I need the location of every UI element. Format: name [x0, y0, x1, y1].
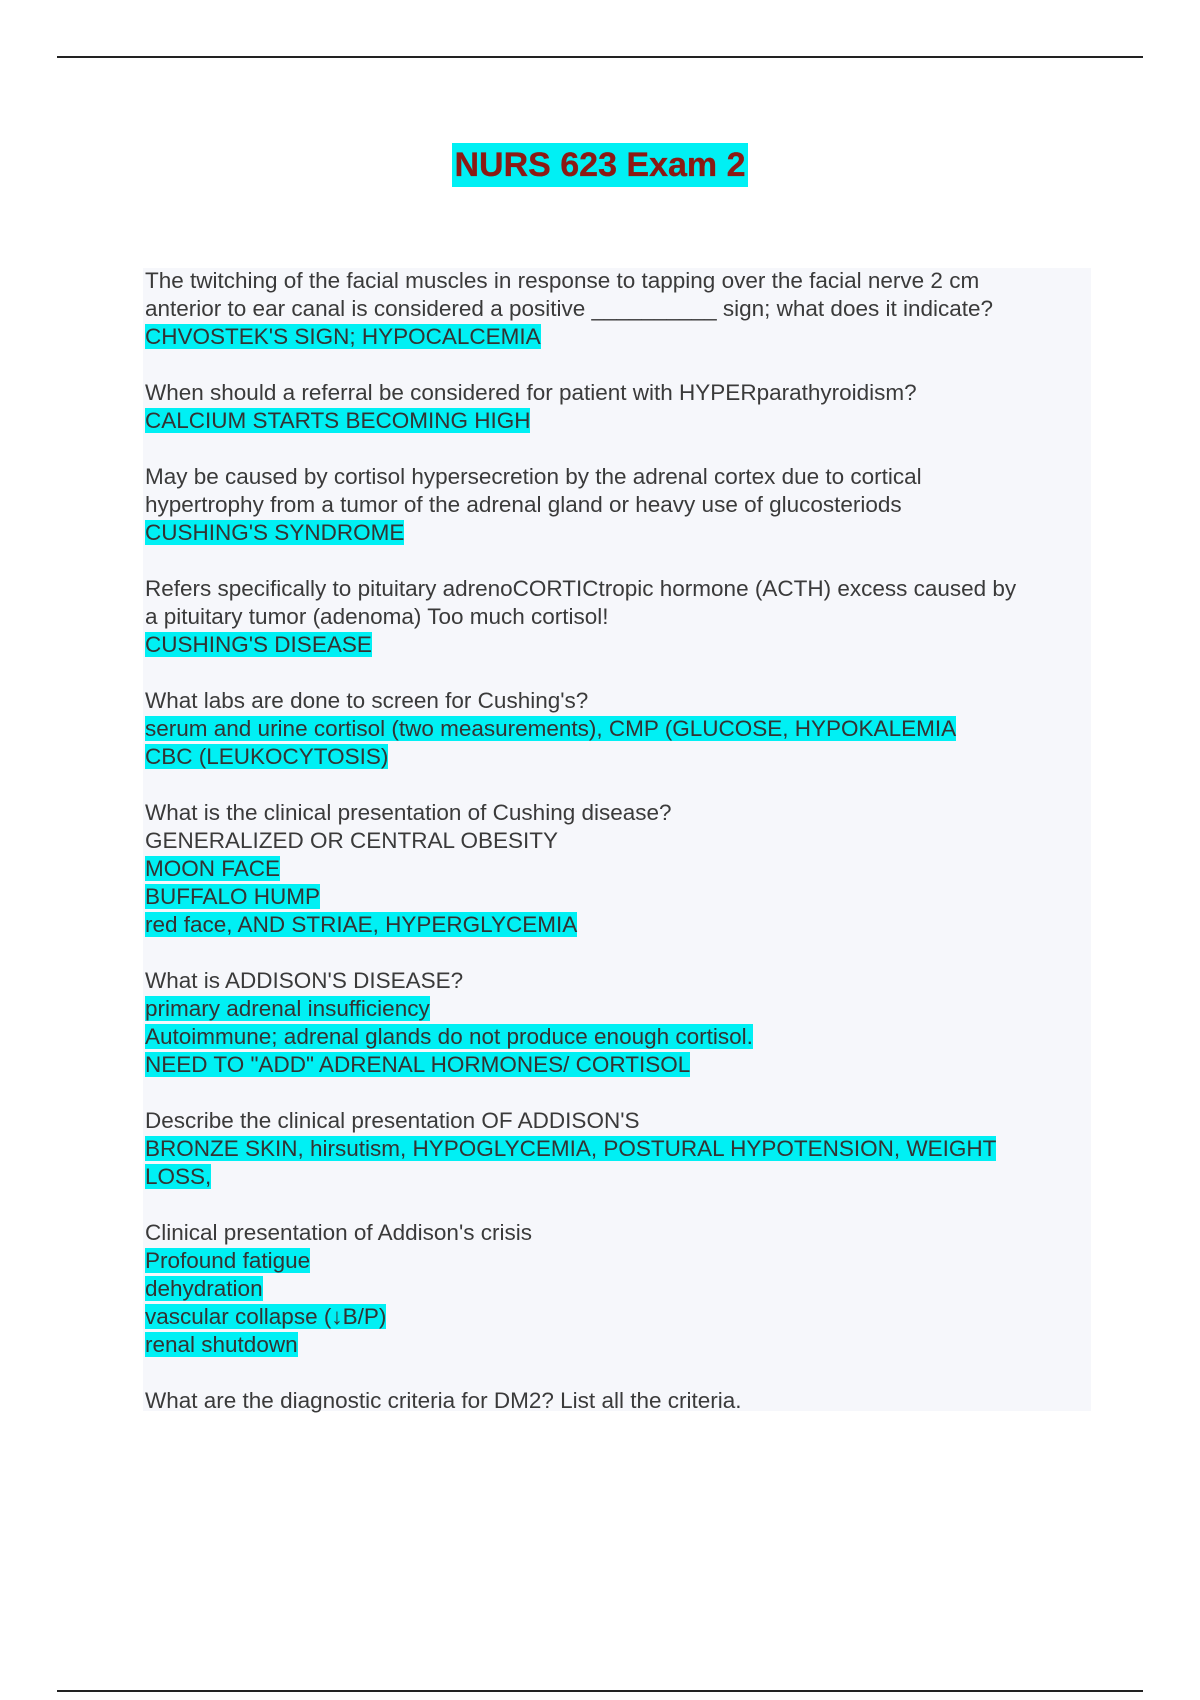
- highlighted-answer: Profound fatigue: [145, 1248, 311, 1273]
- highlighted-answer: dehydration: [145, 1276, 263, 1301]
- answer-line: [145, 911, 1090, 939]
- qa-list: [145, 267, 1090, 1443]
- highlighted-answer: primary adrenal insufficiency: [145, 996, 430, 1021]
- answer-line: [145, 407, 1090, 435]
- highlighted-answer: vascular collapse (↓B/P): [145, 1304, 387, 1329]
- highlighted-answer: CHVOSTEK'S SIGN; HYPOCALCEMIA: [145, 324, 541, 349]
- qa-item: [145, 967, 1090, 1079]
- highlighted-answer: LOSS,: [145, 1164, 212, 1189]
- qa-item: [145, 575, 1090, 659]
- answer-line: [145, 519, 1090, 547]
- qa-item: [145, 1219, 1090, 1359]
- highlighted-answer: CALCIUM STARTS BECOMING HIGH: [145, 408, 531, 433]
- answer-line: [145, 1163, 1090, 1191]
- qa-item: [145, 1387, 1090, 1415]
- question-line: What are the diagnostic criteria for DM2? List all the criteria.: [145, 1388, 742, 1413]
- question-line: Refers specifically to pituitary adrenoCORTICtropic hormone (ACTH) excess caused by: [145, 576, 1017, 601]
- highlighted-answer: Autoimmune; adrenal glands do not produce enough cortisol.: [145, 1024, 753, 1049]
- highlighted-answer: BUFFALO HUMP: [145, 884, 321, 909]
- question-line: Describe the clinical presentation OF ADDISON'S: [145, 1108, 640, 1133]
- answer-line: [145, 1303, 1090, 1331]
- answer-line: [145, 1331, 1090, 1359]
- highlighted-answer: serum and urine cortisol (two measurements), CMP (GLUCOSE, HYPOKALEMIA: [145, 716, 957, 741]
- answer-line: [145, 1247, 1090, 1275]
- question-line: Clinical presentation of Addison's crisis: [145, 1220, 532, 1245]
- highlighted-answer: CBC (LEUKOCYTOSIS): [145, 744, 389, 769]
- question-line: What is ADDISON'S DISEASE?: [145, 968, 464, 993]
- question-line: a pituitary tumor (adenoma) Too much cortisol!: [145, 604, 609, 629]
- answer-line: [145, 995, 1090, 1023]
- qa-item: [145, 1107, 1090, 1191]
- answer-line: [145, 855, 1090, 883]
- highlighted-answer: CUSHING'S SYNDROME: [145, 520, 405, 545]
- question-line: What is the clinical presentation of Cushing disease?: [145, 800, 672, 825]
- qa-item: [145, 267, 1090, 351]
- top-rule: [57, 56, 1143, 58]
- highlighted-answer: CUSHING'S DISEASE: [145, 632, 372, 657]
- highlighted-answer: NEED TO "ADD" ADRENAL HORMONES/ CORTISOL: [145, 1052, 691, 1077]
- highlighted-answer: renal shutdown: [145, 1332, 298, 1357]
- answer-line: [145, 323, 1090, 351]
- highlighted-answer: BRONZE SKIN, hirsutism, HYPOGLYCEMIA, POSTURAL HYPOTENSION, WEIGHT: [145, 1136, 997, 1161]
- qa-item: [145, 463, 1090, 547]
- question-line: The twitching of the facial muscles in response to tapping over the facial nerve 2 cm: [145, 268, 980, 293]
- qa-item: [145, 799, 1090, 939]
- question-line: What labs are done to screen for Cushing's?: [145, 688, 589, 713]
- bottom-rule: [57, 1690, 1143, 1692]
- page-title: NURS 623 Exam 2: [452, 143, 747, 187]
- highlighted-answer: red face, AND STRIAE, HYPERGLYCEMIA: [145, 912, 578, 937]
- title-block: [0, 143, 1200, 187]
- answer-line: [145, 631, 1090, 659]
- answer-line: [145, 1051, 1090, 1079]
- highlighted-answer: MOON FACE: [145, 856, 281, 881]
- question-line: GENERALIZED OR CENTRAL OBESITY: [145, 828, 558, 853]
- answer-line: [145, 883, 1090, 911]
- question-line: When should a referral be considered for patient with HYPERparathyroidism?: [145, 380, 917, 405]
- answer-line: [145, 743, 1090, 771]
- qa-item: [145, 379, 1090, 435]
- answer-line: [145, 1135, 1090, 1163]
- answer-line: [145, 715, 1090, 743]
- question-line: hypertrophy from a tumor of the adrenal gland or heavy use of glucosteriods: [145, 492, 902, 517]
- question-line: anterior to ear canal is considered a positive __________ sign; what does it indicate?: [145, 296, 994, 321]
- answer-line: [145, 1023, 1090, 1051]
- qa-item: [145, 687, 1090, 771]
- answer-line: [145, 1275, 1090, 1303]
- question-line: May be caused by cortisol hypersecretion by the adrenal cortex due to cortical: [145, 464, 922, 489]
